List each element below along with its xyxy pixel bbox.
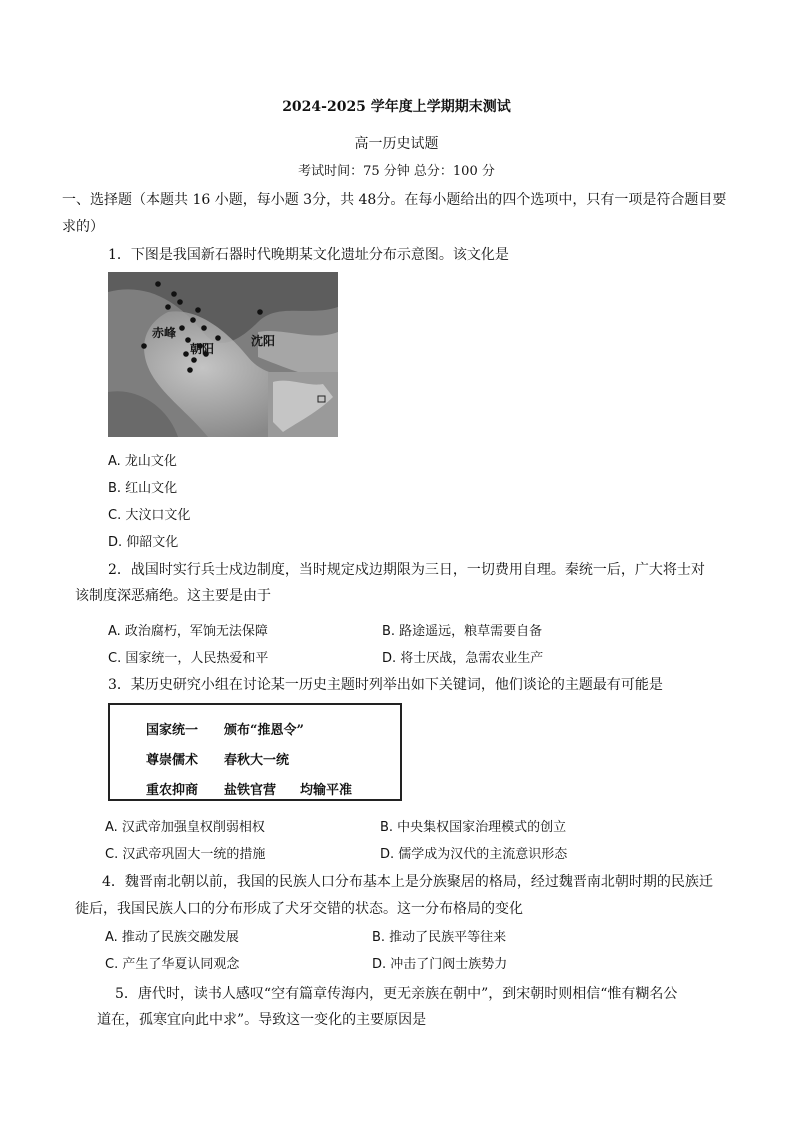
keyword-box [108, 703, 402, 801]
question-4-option-c[interactable]: C. 产生了华夏认同观念 [105, 957, 240, 972]
map-label-chaoyang: 朝阳 [190, 342, 215, 356]
exam-subtitle: 高一历史试题 [354, 136, 439, 152]
map-label-shenyang: 沈阳 [251, 334, 276, 348]
question-2-stem-line2: 该制度深恶痛绝。这主要是由于 [75, 588, 271, 604]
question-4-option-d[interactable]: D. 冲击了门阀士族势力 [372, 957, 508, 972]
keyword: 盐铁官营 [224, 783, 277, 798]
question-5-stem-line1: 5．唐代时，读书人感叹“空有篇章传海内，更无亲族在朝中”，到宋朝时则相信“惟有糊名公 [115, 986, 678, 1002]
question-2-option-a[interactable]: A. 政治腐朽，军饷无法保障 [108, 624, 268, 639]
question-2-option-b[interactable]: B. 路途遥远，粮草需要自备 [382, 624, 543, 639]
exam-meta: 考试时间：75 分钟 总分：100 分 [298, 164, 495, 179]
exam-title: 2024-2025 学年度上学期期末测试 [282, 99, 511, 115]
keyword: 颁布“推恩令” [224, 723, 304, 738]
question-5-stem-line2: 道在，孤寒宜向此中求”。导致这一变化的主要原因是 [97, 1012, 427, 1028]
question-3-option-d[interactable]: D. 儒学成为汉代的主流意识形态 [380, 847, 568, 862]
question-2-option-d[interactable]: D. 将士厌战，急需农业生产 [382, 651, 544, 666]
question-3-stem: 3．某历史研究小组在讨论某一历史主题时列举出如下关键词，他们谈论的主题最有可能是 [108, 677, 663, 693]
question-3-option-a[interactable]: A. 汉武帝加强皇权削弱相权 [105, 820, 265, 835]
question-2-stem-line1: 2．战国时实行兵士戍边制度，当时规定戍边期限为三日，一切费用自理。秦统一后，广大将士对 [108, 562, 705, 578]
site-distribution-map [108, 272, 338, 437]
keyword: 重农抑商 [146, 783, 199, 798]
question-1-option-c[interactable]: C. 大汶口文化 [108, 508, 191, 523]
question-1-map [108, 272, 338, 437]
question-2-option-c[interactable]: C. 国家统一，人民热爱和平 [108, 651, 269, 666]
question-4-stem-line2: 徙后，我国民族人口的分布形成了犬牙交错的状态。这一分布格局的变化 [75, 901, 523, 917]
question-1-stem: 1．下图是我国新石器时代晚期某文化遗址分布示意图。该文化是 [108, 247, 509, 263]
keyword: 均输平准 [300, 783, 353, 798]
question-1-option-b[interactable]: B. 红山文化 [108, 481, 178, 496]
question-4-option-b[interactable]: B. 推动了民族平等往来 [372, 930, 507, 945]
section-heading: 一、选择题（本题共 16 小题，每小题 3分，共 48分。在每小题给出的四个选项中，只有一项是符合题目要求的） [62, 192, 727, 235]
map-label-chifeng: 赤峰 [152, 326, 177, 340]
question-3-option-b[interactable]: B. 中央集权国家治理模式的创立 [380, 820, 567, 835]
question-4-stem-line1: 4．魏晋南北朝以前，我国的民族人口分布基本上是分族聚居的格局，经过魏晋南北朝时期的民族迁 [102, 874, 713, 890]
keyword: 春秋大一统 [224, 753, 290, 768]
question-1-option-d[interactable]: D. 仰韶文化 [108, 535, 179, 550]
keyword: 尊崇儒术 [146, 753, 199, 768]
question-4-option-a[interactable]: A. 推动了民族交融发展 [105, 930, 239, 945]
question-1-option-a[interactable]: A. 龙山文化 [108, 454, 177, 469]
keyword: 国家统一 [146, 723, 199, 738]
question-3-option-c[interactable]: C. 汉武帝巩固大一统的措施 [105, 847, 266, 862]
